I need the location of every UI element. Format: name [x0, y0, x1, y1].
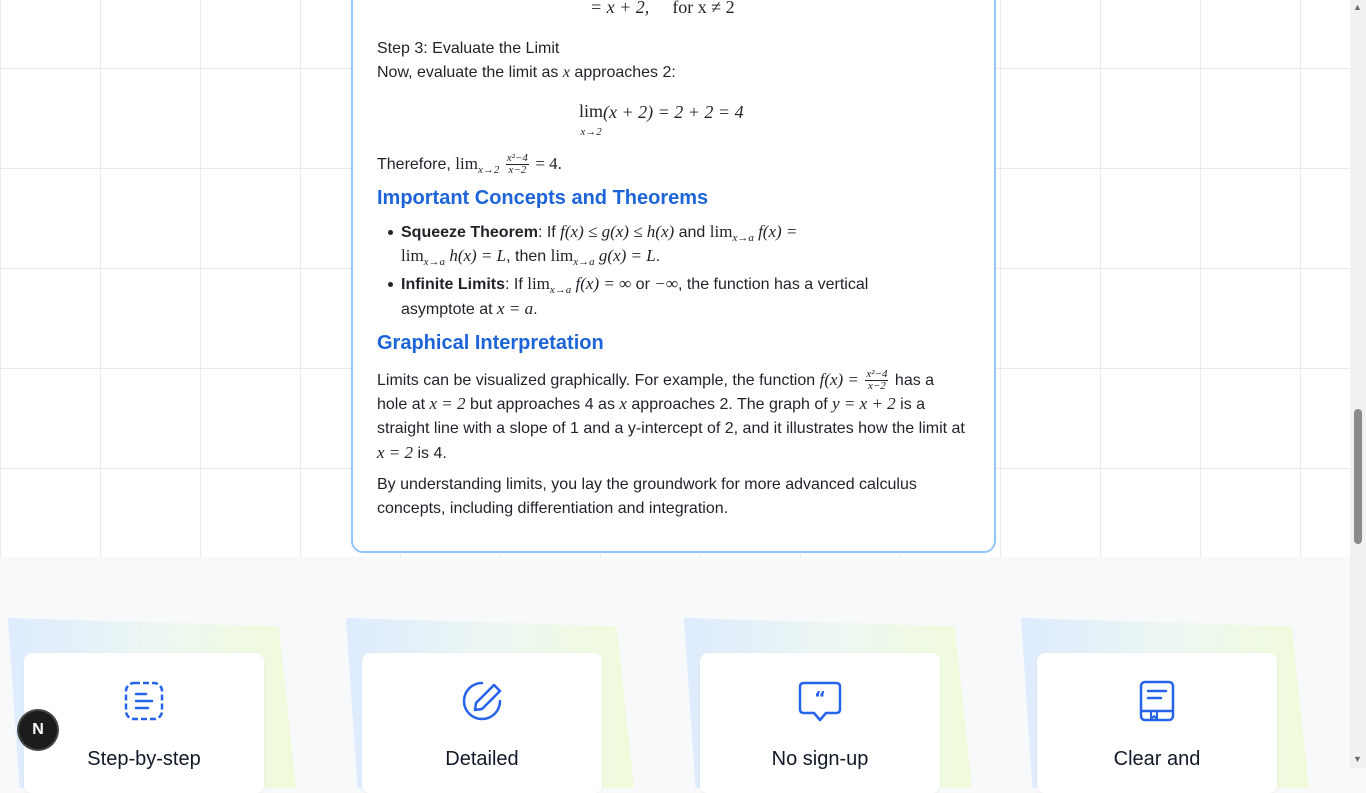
step3-text: [377, 61, 676, 85]
graph-line-1: Limits can be visualized graphically. For example, the function f(x) = $\frac{\text{x²−4}}{x-2}$ has a: [377, 368, 935, 393]
graph-fraction: $\frac{\text{x²−4}}{x-2}$: [866, 368, 888, 393]
list-doc-icon: [122, 679, 166, 723]
top-math-cond: for x ≠ 2: [672, 0, 735, 17]
feature-card-step-by-step[interactable]: [8, 618, 296, 768]
step3-text-a: Now, evaluate the limit as: [377, 64, 563, 81]
step3-var: x: [562, 64, 570, 81]
therefore-text: Therefore,: [377, 156, 456, 173]
squeeze-line-2: $\lim_{x\to a} h(x) = L$, then $\lim_{x\to a} g(x) = L$.: [401, 246, 661, 268]
page-scrollbar[interactable]: [1350, 0, 1366, 768]
feature-card-body: [700, 653, 940, 793]
step3-heading: Step 3: Evaluate the Limit: [377, 40, 560, 57]
feature-card-body: [1037, 653, 1277, 793]
book-icon: [1135, 679, 1179, 723]
therefore-line: Therefore, $\lim_{x\to 2}$ $\frac{\text{x²−4}}{x-2}$ = 4.: [377, 152, 562, 177]
graph-line-2: hole at x = 2 but approaches 4 as x approaches 2. The graph of y = x + 2 is a: [377, 394, 926, 413]
top-math-line: [590, 0, 735, 18]
scroll-down-icon[interactable]: ▼: [1353, 754, 1362, 764]
svg-text:“: “: [814, 688, 826, 709]
therefore-sub: x→2: [477, 164, 500, 176]
scroll-up-icon[interactable]: ▲: [1353, 2, 1362, 12]
feature-card-no-sign-up[interactable]: [684, 618, 972, 768]
feature-card-body: [362, 653, 602, 793]
scroll-thumb[interactable]: [1354, 409, 1362, 544]
squeeze-line-1: Squeeze Theorem: If f(x) ≤ g(x) ≤ h(x) and $\lim_{x\to a} f(x)$ =: [401, 222, 798, 244]
feature-title: Step-by-step: [87, 748, 201, 770]
pencil-icon: [460, 679, 504, 723]
feature-title: Clear and: [1113, 748, 1201, 770]
graph-line-3: straight line with a slope of 1 and a y-intercept of 2, and it illustrates how the limit at: [377, 420, 965, 437]
therefore-result: = 4.: [535, 154, 562, 173]
closing-line-2: concepts, including differentiation and integration.: [377, 500, 729, 517]
limit-sub: x→2: [580, 126, 602, 138]
closing-line-1: By understanding limits, you lay the groundwork for more advanced calculus: [377, 476, 917, 493]
limit-eq: (x + 2) = 2 + 2 = 4: [603, 102, 744, 122]
squeeze-label: Squeeze Theorem: [401, 224, 538, 241]
bullet-dot: [388, 282, 393, 287]
section-graphical-heading: Graphical Interpretation: [377, 332, 604, 354]
limit-word: lim: [579, 101, 604, 121]
feature-title: Detailed: [445, 748, 519, 770]
feature-card-body: [24, 653, 264, 793]
infinite-line-2: asymptote at x = a.: [401, 299, 538, 318]
feature-card-clear[interactable]: [1021, 618, 1309, 768]
infinite-line-1: Infinite Limits: If $\lim_{x\to a} f(x)$ = ∞ or −∞, the function has a vertical: [401, 274, 869, 296]
graph-line-4: x = 2 is 4.: [377, 443, 447, 462]
dev-tools-badge[interactable]: N: [19, 711, 57, 749]
step3-text-b: approaches 2:: [569, 64, 676, 81]
top-math-eq: = x + 2,: [590, 0, 650, 17]
section-concepts-heading: Important Concepts and Theorems: [377, 187, 709, 209]
feature-title: No sign-up: [771, 748, 869, 770]
infinite-label: Infinite Limits: [401, 276, 505, 293]
quote-bubble-icon: [798, 679, 842, 723]
bullet-dot: [388, 230, 393, 235]
therefore-fraction: $\frac{\text{x²−4}}{x-2}$: [506, 152, 528, 177]
limit-display: [579, 102, 744, 138]
feature-card-detailed[interactable]: [346, 618, 634, 768]
